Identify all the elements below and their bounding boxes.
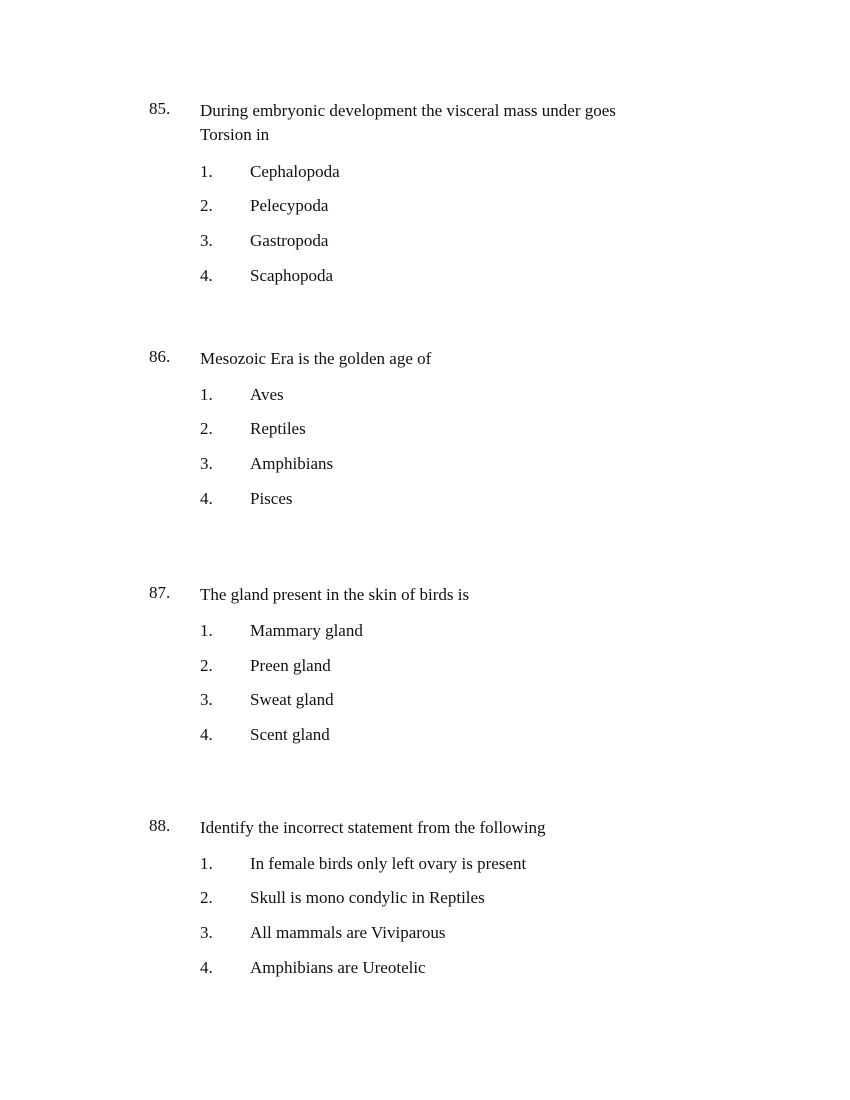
- option-item: [0, 854, 850, 878]
- question-text: Identify the incorrect statement from the following: [200, 818, 546, 837]
- question-number: 86.: [149, 347, 171, 366]
- option-item: [0, 385, 850, 409]
- option-item: [0, 196, 850, 220]
- question-text: During embryonic development the visceral mass under goes Torsion in: [200, 101, 616, 144]
- option-text: Pelecypoda: [250, 196, 329, 215]
- question-text: The gland present in the skin of birds is: [200, 585, 470, 604]
- option-text: Scent gland: [250, 725, 330, 744]
- option-item: [0, 656, 850, 680]
- option-item: [0, 419, 850, 443]
- option-text: Scaphopoda: [250, 266, 334, 285]
- option-number: 2.: [200, 196, 213, 215]
- option-item: [0, 454, 850, 478]
- option-item: [0, 231, 850, 255]
- option-number: 4.: [200, 958, 213, 977]
- option-number: 2.: [200, 656, 213, 675]
- option-text: Amphibians: [250, 454, 334, 473]
- option-text: Sweat gland: [250, 690, 334, 709]
- option-item: [0, 725, 850, 749]
- option-number: 1.: [200, 621, 213, 640]
- option-text: Cephalopoda: [250, 162, 340, 181]
- question-text: Mesozoic Era is the golden age of: [200, 349, 432, 368]
- option-number: 3.: [200, 923, 213, 942]
- option-text: All mammals are Viviparous: [250, 923, 446, 942]
- question-number: 87.: [149, 583, 171, 602]
- option-number: 3.: [200, 454, 213, 473]
- option-text: In female birds only left ovary is present: [250, 854, 527, 873]
- option-number: 2.: [200, 888, 213, 907]
- option-number: 3.: [200, 231, 213, 250]
- option-text: Gastropoda: [250, 231, 329, 250]
- option-item: [0, 690, 850, 714]
- option-text: Mammary gland: [250, 621, 363, 640]
- option-text: Aves: [250, 385, 284, 404]
- question-number: 85.: [149, 99, 171, 118]
- option-number: 1.: [200, 385, 213, 404]
- option-item: [0, 266, 850, 290]
- option-item: [0, 958, 850, 982]
- option-number: 4.: [200, 489, 213, 508]
- option-number: 3.: [200, 690, 213, 709]
- option-number: 4.: [200, 725, 213, 744]
- question-number: 88.: [149, 816, 171, 835]
- option-number: 1.: [200, 854, 213, 873]
- option-number: 4.: [200, 266, 213, 285]
- option-item: [0, 888, 850, 912]
- option-number: 1.: [200, 162, 213, 181]
- option-text: Reptiles: [250, 419, 306, 438]
- option-text: Amphibians are Ureotelic: [250, 958, 426, 977]
- option-number: 2.: [200, 419, 213, 438]
- option-item: [0, 162, 850, 186]
- option-text: Pisces: [250, 489, 293, 508]
- option-item: [0, 923, 850, 947]
- option-text: Skull is mono condylic in Reptiles: [250, 888, 485, 907]
- option-text: Preen gland: [250, 656, 331, 675]
- option-item: [0, 621, 850, 645]
- option-item: [0, 489, 850, 513]
